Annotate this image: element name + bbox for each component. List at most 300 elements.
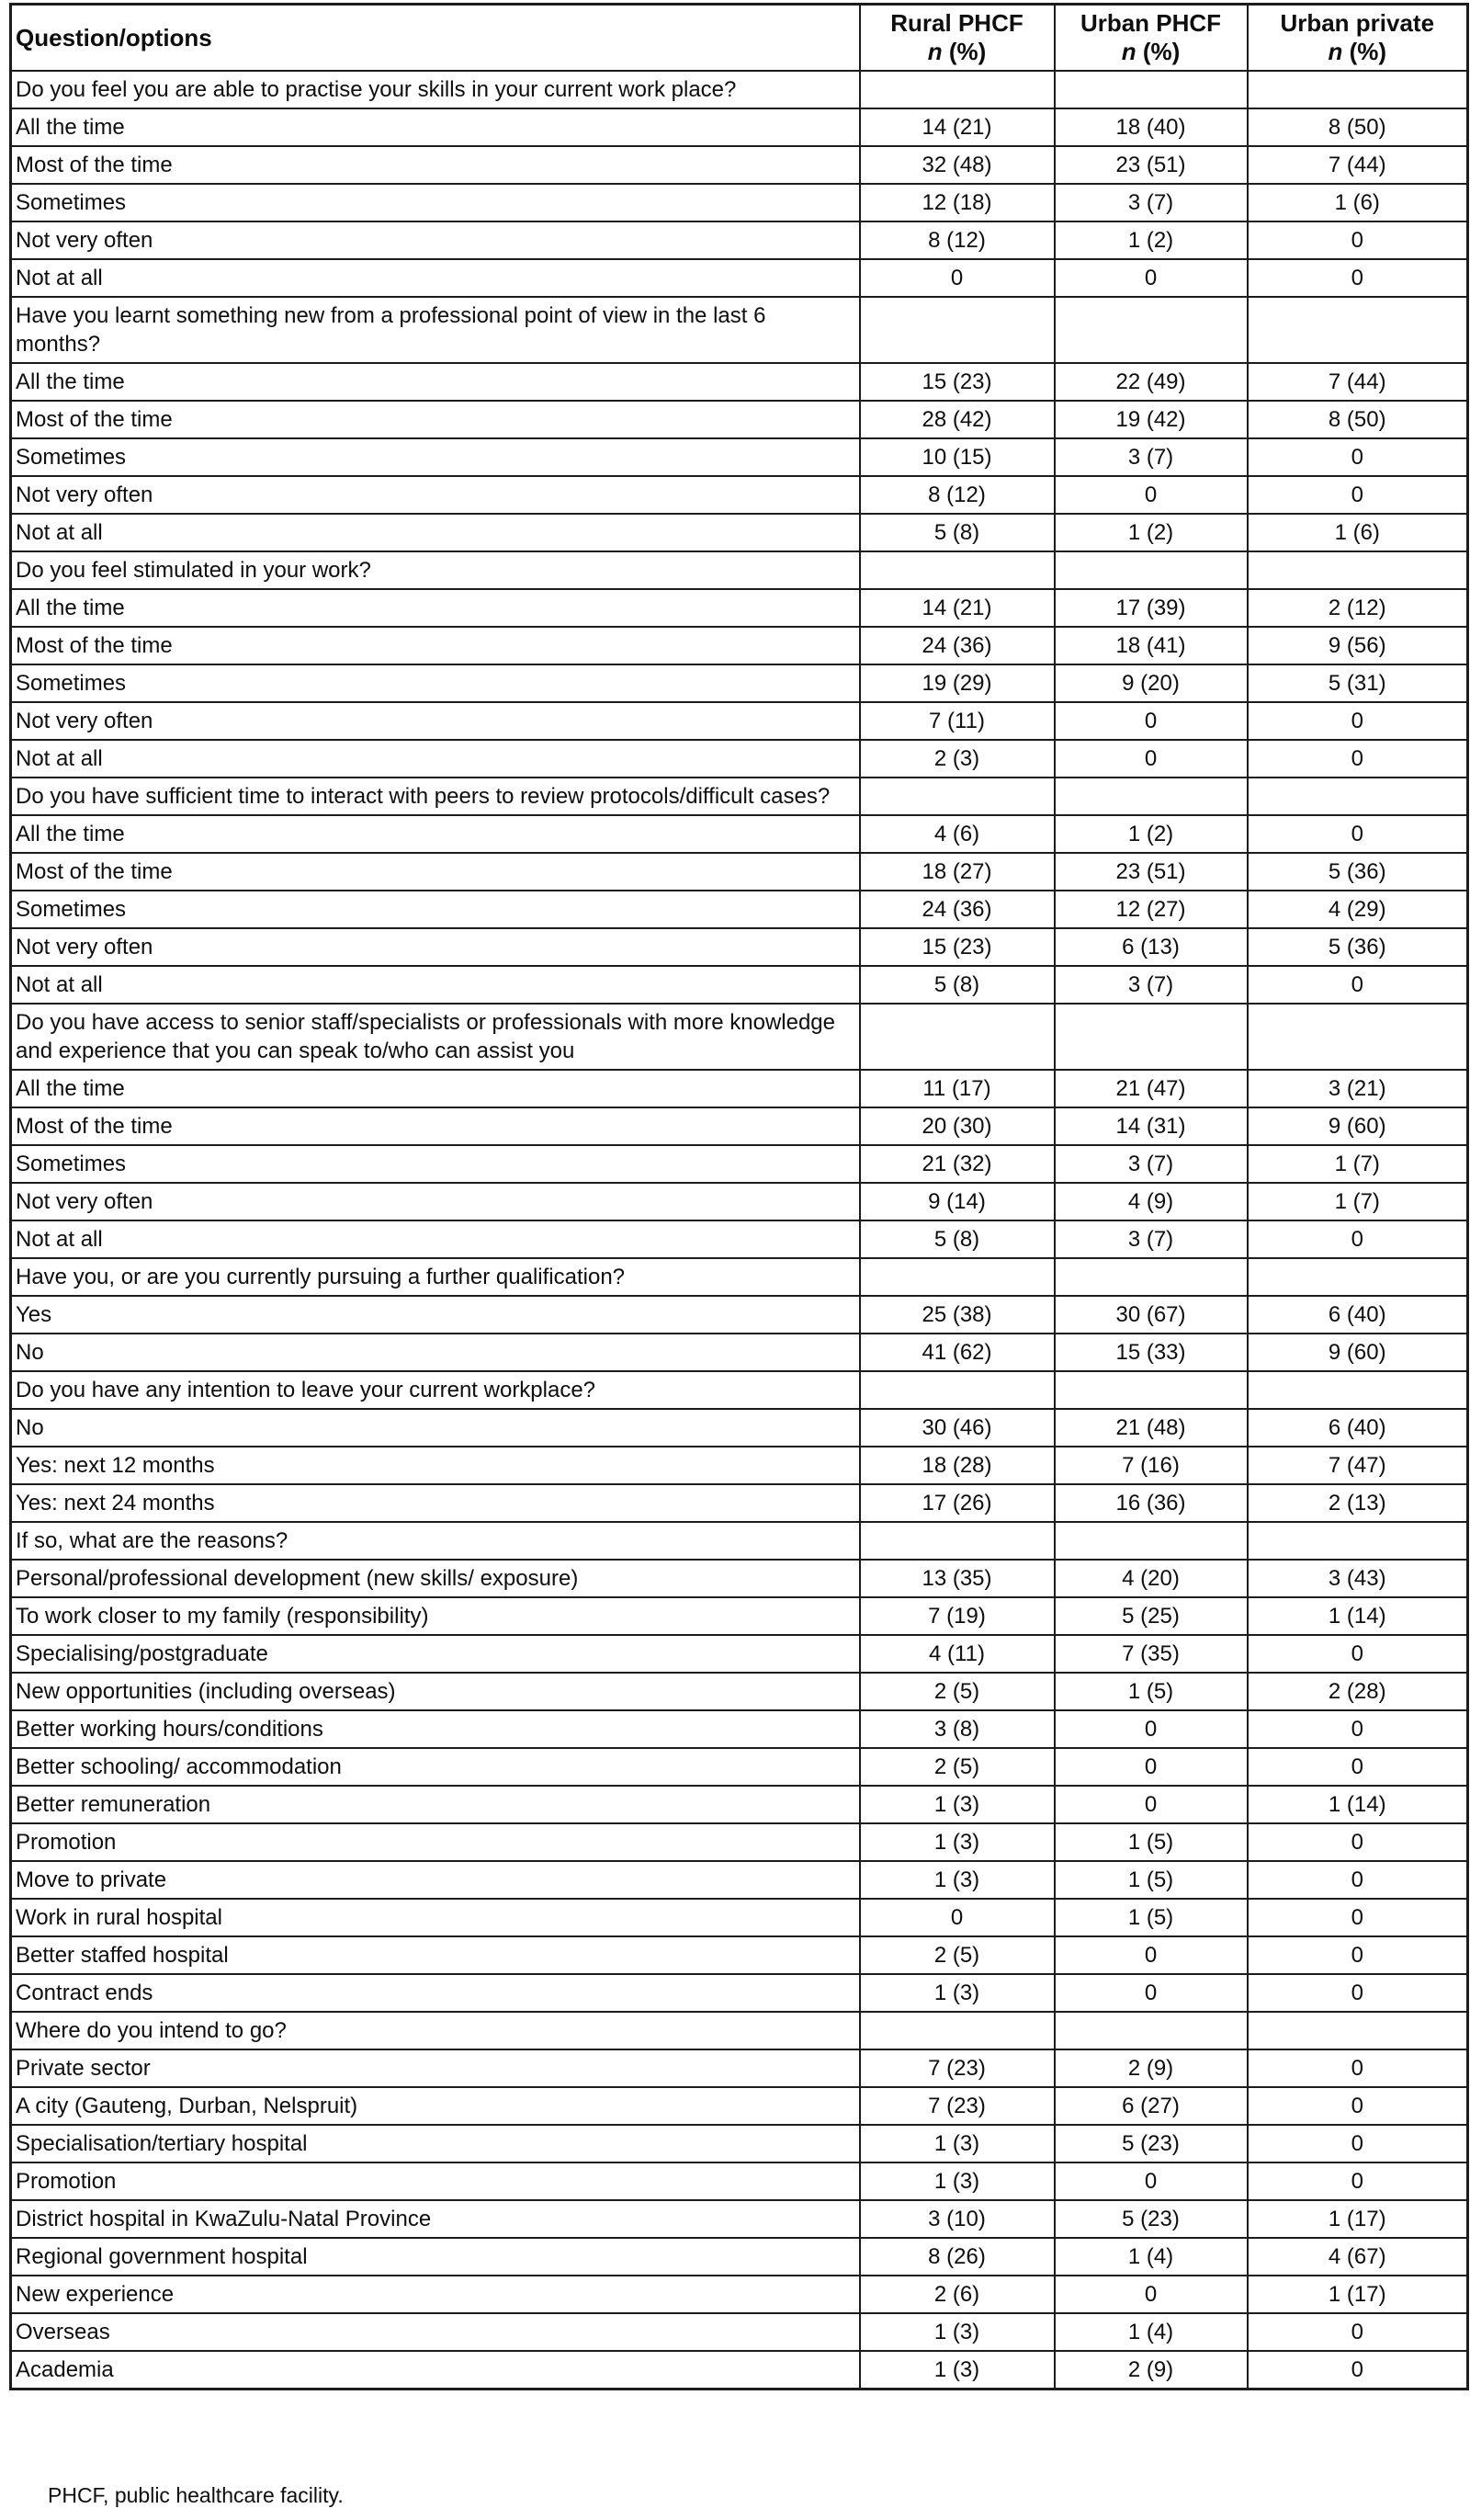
value-cell: 2 (5): [860, 1748, 1055, 1786]
empty-value-cell: [860, 551, 1055, 589]
value-cell: 7 (19): [860, 1597, 1055, 1635]
column-header-label: Urban private: [1280, 9, 1435, 37]
table-row: [11, 1899, 1468, 1936]
value-cell: 5 (8): [860, 966, 1055, 1004]
question-cell: If so, what are the reasons?: [11, 1522, 860, 1560]
value-cell: 30 (46): [860, 1409, 1055, 1447]
value-cell: 0: [1248, 1823, 1468, 1861]
column-header-urban-private: [1248, 5, 1468, 72]
value-cell: 0: [1248, 1974, 1468, 2012]
value-cell: 16 (36): [1055, 1484, 1248, 1522]
value-cell: 0: [1248, 1936, 1468, 1974]
value-cell: 13 (35): [860, 1560, 1055, 1597]
value-cell: 9 (60): [1248, 1107, 1468, 1145]
value-cell: 19 (42): [1055, 401, 1248, 438]
value-cell: 0: [1248, 966, 1468, 1004]
option-label-cell: Sometimes: [11, 184, 860, 221]
column-header-rural-phcf: [860, 5, 1055, 72]
value-cell: 4 (67): [1248, 2238, 1468, 2276]
column-header-label: Rural PHCF: [890, 9, 1023, 37]
value-cell: 7 (47): [1248, 1447, 1468, 1484]
option-label-cell: Not very often: [11, 221, 860, 259]
value-cell: 0: [1248, 221, 1468, 259]
table-row: [11, 1597, 1468, 1635]
option-label-cell: Most of the time: [11, 627, 860, 664]
table-row: [11, 1070, 1468, 1107]
table-footnote: PHCF, public healthcare facility.: [48, 2483, 344, 2507]
option-label-cell: Not at all: [11, 740, 860, 778]
empty-value-cell: [860, 1258, 1055, 1296]
option-label-cell: Most of the time: [11, 401, 860, 438]
question-row: [11, 1371, 1468, 1409]
table-row: [11, 1936, 1468, 1974]
table-row: [11, 1748, 1468, 1786]
value-cell: 2 (28): [1248, 1673, 1468, 1710]
option-label-cell: Yes: [11, 1296, 860, 1334]
option-label-cell: Regional government hospital: [11, 2238, 860, 2276]
value-cell: 1 (3): [860, 2351, 1055, 2389]
option-label-cell: Not at all: [11, 966, 860, 1004]
value-cell: 17 (26): [860, 1484, 1055, 1522]
table-row: [11, 1296, 1468, 1334]
table-row: [11, 1145, 1468, 1183]
value-cell: 8 (12): [860, 476, 1055, 514]
value-cell: 0: [1055, 1710, 1248, 1748]
empty-value-cell: [1248, 1004, 1468, 1070]
value-cell: 0: [1248, 1635, 1468, 1673]
table-row: [11, 1673, 1468, 1710]
value-cell: 0: [1248, 438, 1468, 476]
value-cell: 7 (11): [860, 702, 1055, 740]
question-cell: Do you feel you are able to practise your skills in your current work place?: [11, 71, 860, 108]
header-row: [11, 5, 1468, 72]
value-cell: 8 (50): [1248, 401, 1468, 438]
value-cell: 1 (4): [1055, 2238, 1248, 2276]
value-cell: 1 (3): [860, 2162, 1055, 2200]
value-cell: 30 (67): [1055, 1296, 1248, 1334]
table-row: [11, 2125, 1468, 2162]
value-cell: 1 (3): [860, 1861, 1055, 1899]
value-cell: 1 (2): [1055, 514, 1248, 551]
value-cell: 2 (12): [1248, 589, 1468, 627]
empty-value-cell: [860, 297, 1055, 363]
value-cell: 0: [1248, 2313, 1468, 2351]
percent-label: (%): [1142, 38, 1181, 65]
value-cell: 0: [1055, 2276, 1248, 2313]
value-cell: 8 (50): [1248, 108, 1468, 146]
value-cell: 28 (42): [860, 401, 1055, 438]
value-cell: 1 (3): [860, 1786, 1055, 1823]
value-cell: 1 (5): [1055, 1673, 1248, 1710]
table-row: [11, 1107, 1468, 1145]
value-cell: 12 (18): [860, 184, 1055, 221]
option-label-cell: Academia: [11, 2351, 860, 2389]
value-cell: 0: [1248, 2087, 1468, 2125]
table-row: [11, 1409, 1468, 1447]
table-row: [11, 627, 1468, 664]
value-cell: 6 (27): [1055, 2087, 1248, 2125]
option-label-cell: Not very often: [11, 476, 860, 514]
question-row: [11, 778, 1468, 815]
value-cell: 1 (7): [1248, 1145, 1468, 1183]
value-cell: 0: [1248, 2125, 1468, 2162]
question-cell: Do you have access to senior staff/specialists or professionals with more knowledge and experience that you can speak to/who can assist you: [11, 1004, 860, 1070]
value-cell: 6 (40): [1248, 1296, 1468, 1334]
empty-value-cell: [1055, 297, 1248, 363]
empty-value-cell: [1248, 2012, 1468, 2049]
n-symbol: n: [927, 38, 943, 65]
option-label-cell: Sometimes: [11, 438, 860, 476]
option-label-cell: District hospital in KwaZulu-Natal Province: [11, 2200, 860, 2238]
value-cell: 5 (23): [1055, 2200, 1248, 2238]
value-cell: 21 (32): [860, 1145, 1055, 1183]
question-cell: Have you, or are you currently pursuing a further qualification?: [11, 1258, 860, 1296]
table-row: [11, 2087, 1468, 2125]
empty-value-cell: [1055, 1004, 1248, 1070]
empty-value-cell: [860, 1004, 1055, 1070]
value-cell: 1 (14): [1248, 1786, 1468, 1823]
value-cell: 23 (51): [1055, 853, 1248, 891]
table-row: [11, 363, 1468, 401]
question-row: [11, 71, 1468, 108]
option-label-cell: No: [11, 1334, 860, 1371]
value-cell: 0: [1248, 2049, 1468, 2087]
value-cell: 7 (23): [860, 2087, 1055, 2125]
value-cell: 0: [1248, 815, 1468, 853]
question-row: [11, 297, 1468, 363]
question-row: [11, 1004, 1468, 1070]
value-cell: 3 (7): [1055, 1145, 1248, 1183]
option-label-cell: Yes: next 24 months: [11, 1484, 860, 1522]
table-row: [11, 815, 1468, 853]
value-cell: 1 (17): [1248, 2200, 1468, 2238]
value-cell: 1 (7): [1248, 1183, 1468, 1220]
value-cell: 1 (3): [860, 2125, 1055, 2162]
value-cell: 0: [1055, 740, 1248, 778]
table-row: [11, 2162, 1468, 2200]
empty-value-cell: [1055, 1371, 1248, 1409]
option-label-cell: Contract ends: [11, 1974, 860, 2012]
value-cell: 6 (40): [1248, 1409, 1468, 1447]
value-cell: 3 (7): [1055, 438, 1248, 476]
value-cell: 18 (41): [1055, 627, 1248, 664]
value-cell: 14 (21): [860, 108, 1055, 146]
table-row: [11, 1823, 1468, 1861]
option-label-cell: Better remuneration: [11, 1786, 860, 1823]
value-cell: 3 (8): [860, 1710, 1055, 1748]
table-row: [11, 1560, 1468, 1597]
question-cell: Have you learnt something new from a professional point of view in the last 6 months?: [11, 297, 860, 363]
value-cell: 1 (6): [1248, 184, 1468, 221]
option-label-cell: A city (Gauteng, Durban, Nelspruit): [11, 2087, 860, 2125]
table-row: [11, 514, 1468, 551]
table-row: [11, 966, 1468, 1004]
value-cell: 21 (48): [1055, 1409, 1248, 1447]
value-cell: 1 (4): [1055, 2313, 1248, 2351]
table-row: [11, 108, 1468, 146]
empty-value-cell: [860, 2012, 1055, 2049]
empty-value-cell: [860, 1522, 1055, 1560]
value-cell: 0: [1055, 1748, 1248, 1786]
value-cell: 2 (5): [860, 1673, 1055, 1710]
table-row: [11, 1786, 1468, 1823]
option-label-cell: Most of the time: [11, 853, 860, 891]
value-cell: 4 (9): [1055, 1183, 1248, 1220]
value-cell: 0: [1248, 1710, 1468, 1748]
table-row: [11, 2351, 1468, 2389]
value-cell: 0: [1055, 259, 1248, 297]
table-row: [11, 2049, 1468, 2087]
value-cell: 0: [1248, 2162, 1468, 2200]
question-row: [11, 2012, 1468, 2049]
value-cell: 1 (2): [1055, 221, 1248, 259]
value-cell: 0: [1055, 1786, 1248, 1823]
value-cell: 9 (56): [1248, 627, 1468, 664]
question-row: [11, 1258, 1468, 1296]
column-header-subline: [1252, 38, 1464, 66]
value-cell: 0: [1055, 1936, 1248, 1974]
option-label-cell: Not at all: [11, 259, 860, 297]
value-cell: 17 (39): [1055, 589, 1248, 627]
value-cell: 18 (40): [1055, 108, 1248, 146]
value-cell: 2 (5): [860, 1936, 1055, 1974]
value-cell: 5 (36): [1248, 853, 1468, 891]
value-cell: 25 (38): [860, 1296, 1055, 1334]
option-label-cell: All the time: [11, 589, 860, 627]
value-cell: 0: [860, 1899, 1055, 1936]
value-cell: 1 (3): [860, 2313, 1055, 2351]
option-label-cell: All the time: [11, 1070, 860, 1107]
value-cell: 4 (6): [860, 815, 1055, 853]
option-label-cell: All the time: [11, 815, 860, 853]
question-cell: Do you feel stimulated in your work?: [11, 551, 860, 589]
table-row: [11, 1484, 1468, 1522]
empty-value-cell: [860, 778, 1055, 815]
value-cell: 1 (5): [1055, 1861, 1248, 1899]
value-cell: 10 (15): [860, 438, 1055, 476]
column-header-label: Urban PHCF: [1080, 9, 1222, 37]
value-cell: 6 (13): [1055, 928, 1248, 966]
value-cell: 0: [1248, 476, 1468, 514]
value-cell: 3 (21): [1248, 1070, 1468, 1107]
table-row: [11, 740, 1468, 778]
value-cell: 1 (17): [1248, 2276, 1468, 2313]
table-row: [11, 928, 1468, 966]
question-row: [11, 551, 1468, 589]
option-label-cell: No: [11, 1409, 860, 1447]
table-row: [11, 1183, 1468, 1220]
value-cell: 14 (31): [1055, 1107, 1248, 1145]
value-cell: 9 (60): [1248, 1334, 1468, 1371]
option-label-cell: Personal/professional development (new skills/ exposure): [11, 1560, 860, 1597]
value-cell: 0: [1248, 1861, 1468, 1899]
value-cell: 20 (30): [860, 1107, 1055, 1145]
value-cell: 7 (23): [860, 2049, 1055, 2087]
empty-value-cell: [1248, 1258, 1468, 1296]
option-label-cell: All the time: [11, 363, 860, 401]
value-cell: 0: [1248, 1899, 1468, 1936]
option-label-cell: All the time: [11, 108, 860, 146]
option-label-cell: Yes: next 12 months: [11, 1447, 860, 1484]
value-cell: 5 (31): [1248, 664, 1468, 702]
value-cell: 18 (27): [860, 853, 1055, 891]
option-label-cell: Not at all: [11, 514, 860, 551]
value-cell: 2 (3): [860, 740, 1055, 778]
table-row: [11, 438, 1468, 476]
table-row: [11, 2313, 1468, 2351]
table-row: [11, 1635, 1468, 1673]
table-row: [11, 853, 1468, 891]
table-row: [11, 664, 1468, 702]
question-cell: Do you have any intention to leave your current workplace?: [11, 1371, 860, 1409]
value-cell: 1 (2): [1055, 815, 1248, 853]
value-cell: 5 (36): [1248, 928, 1468, 966]
table-row: [11, 589, 1468, 627]
value-cell: 9 (20): [1055, 664, 1248, 702]
value-cell: 9 (14): [860, 1183, 1055, 1220]
option-label-cell: Not very often: [11, 1183, 860, 1220]
table-row: [11, 891, 1468, 928]
value-cell: 5 (8): [860, 514, 1055, 551]
value-cell: 19 (29): [860, 664, 1055, 702]
value-cell: 7 (44): [1248, 146, 1468, 184]
value-cell: 7 (44): [1248, 363, 1468, 401]
value-cell: 0: [1055, 476, 1248, 514]
value-cell: 15 (33): [1055, 1334, 1248, 1371]
option-label-cell: Work in rural hospital: [11, 1899, 860, 1936]
value-cell: 2 (9): [1055, 2351, 1248, 2389]
value-cell: 14 (21): [860, 589, 1055, 627]
table-row: [11, 2238, 1468, 2276]
option-label-cell: Specialising/postgraduate: [11, 1635, 860, 1673]
table-row: [11, 2200, 1468, 2238]
value-cell: 8 (12): [860, 221, 1055, 259]
option-label-cell: Private sector: [11, 2049, 860, 2087]
empty-value-cell: [1055, 1522, 1248, 1560]
value-cell: 7 (35): [1055, 1635, 1248, 1673]
table-row: [11, 1220, 1468, 1258]
value-cell: 3 (7): [1055, 1220, 1248, 1258]
empty-value-cell: [1248, 297, 1468, 363]
value-cell: 5 (25): [1055, 1597, 1248, 1635]
value-cell: 15 (23): [860, 363, 1055, 401]
table-row: [11, 259, 1468, 297]
table-row: [11, 1710, 1468, 1748]
table-row: [11, 401, 1468, 438]
value-cell: 1 (6): [1248, 514, 1468, 551]
percent-label: (%): [1349, 38, 1387, 65]
value-cell: 0: [1248, 740, 1468, 778]
option-label-cell: Move to private: [11, 1861, 860, 1899]
value-cell: 3 (7): [1055, 966, 1248, 1004]
value-cell: 2 (13): [1248, 1484, 1468, 1522]
option-label-cell: Not at all: [11, 1220, 860, 1258]
option-label-cell: Specialisation/tertiary hospital: [11, 2125, 860, 2162]
table-row: [11, 184, 1468, 221]
value-cell: 0: [1248, 2351, 1468, 2389]
value-cell: 3 (7): [1055, 184, 1248, 221]
option-label-cell: Promotion: [11, 2162, 860, 2200]
empty-value-cell: [1055, 778, 1248, 815]
table-row: [11, 146, 1468, 184]
empty-value-cell: [1248, 1371, 1468, 1409]
value-cell: 21 (47): [1055, 1070, 1248, 1107]
n-symbol: n: [1328, 38, 1343, 65]
value-cell: 2 (6): [860, 2276, 1055, 2313]
empty-value-cell: [1248, 1522, 1468, 1560]
option-label-cell: Promotion: [11, 1823, 860, 1861]
value-cell: 18 (28): [860, 1447, 1055, 1484]
value-cell: 5 (23): [1055, 2125, 1248, 2162]
column-header-subline: [865, 38, 1050, 66]
option-label-cell: Not very often: [11, 928, 860, 966]
value-cell: 15 (23): [860, 928, 1055, 966]
value-cell: 1 (5): [1055, 1823, 1248, 1861]
value-cell: 0: [1055, 702, 1248, 740]
value-cell: 0: [860, 259, 1055, 297]
table-row: [11, 702, 1468, 740]
column-header-urban-phcf: [1055, 5, 1248, 72]
value-cell: 0: [1248, 1220, 1468, 1258]
value-cell: 0: [1055, 2162, 1248, 2200]
question-cell: Where do you intend to go?: [11, 2012, 860, 2049]
option-label-cell: Better schooling/ accommodation: [11, 1748, 860, 1786]
empty-value-cell: [1055, 1258, 1248, 1296]
value-cell: 3 (43): [1248, 1560, 1468, 1597]
value-cell: 7 (16): [1055, 1447, 1248, 1484]
option-label-cell: Sometimes: [11, 664, 860, 702]
option-label-cell: Sometimes: [11, 1145, 860, 1183]
option-label-cell: Not very often: [11, 702, 860, 740]
value-cell: 3 (10): [860, 2200, 1055, 2238]
percent-label: (%): [948, 38, 987, 65]
value-cell: 1 (14): [1248, 1597, 1468, 1635]
value-cell: 0: [1248, 1748, 1468, 1786]
value-cell: 24 (36): [860, 891, 1055, 928]
table-row: [11, 1974, 1468, 2012]
value-cell: 5 (8): [860, 1220, 1055, 1258]
value-cell: 11 (17): [860, 1070, 1055, 1107]
empty-value-cell: [1055, 2012, 1248, 2049]
value-cell: 12 (27): [1055, 891, 1248, 928]
value-cell: 1 (3): [860, 1823, 1055, 1861]
survey-table: [9, 3, 1469, 2390]
table-row: [11, 1334, 1468, 1371]
value-cell: 8 (26): [860, 2238, 1055, 2276]
value-cell: 23 (51): [1055, 146, 1248, 184]
value-cell: 22 (49): [1055, 363, 1248, 401]
option-label-cell: Most of the time: [11, 1107, 860, 1145]
question-cell: Do you have sufficient time to interact with peers to review protocols/difficult cases?: [11, 778, 860, 815]
value-cell: 24 (36): [860, 627, 1055, 664]
value-cell: 1 (5): [1055, 1899, 1248, 1936]
table-row: [11, 476, 1468, 514]
option-label-cell: To work closer to my family (responsibility): [11, 1597, 860, 1635]
empty-value-cell: [860, 1371, 1055, 1409]
column-header-subline: [1059, 38, 1243, 66]
value-cell: 4 (11): [860, 1635, 1055, 1673]
option-label-cell: Sometimes: [11, 891, 860, 928]
value-cell: 4 (20): [1055, 1560, 1248, 1597]
value-cell: 32 (48): [860, 146, 1055, 184]
empty-value-cell: [1248, 71, 1468, 108]
option-label-cell: Better staffed hospital: [11, 1936, 860, 1974]
table-row: [11, 2276, 1468, 2313]
n-symbol: n: [1121, 38, 1136, 65]
option-label-cell: Better working hours/conditions: [11, 1710, 860, 1748]
table-body: [11, 71, 1468, 2389]
column-header-question-options: Question/options: [11, 5, 860, 72]
